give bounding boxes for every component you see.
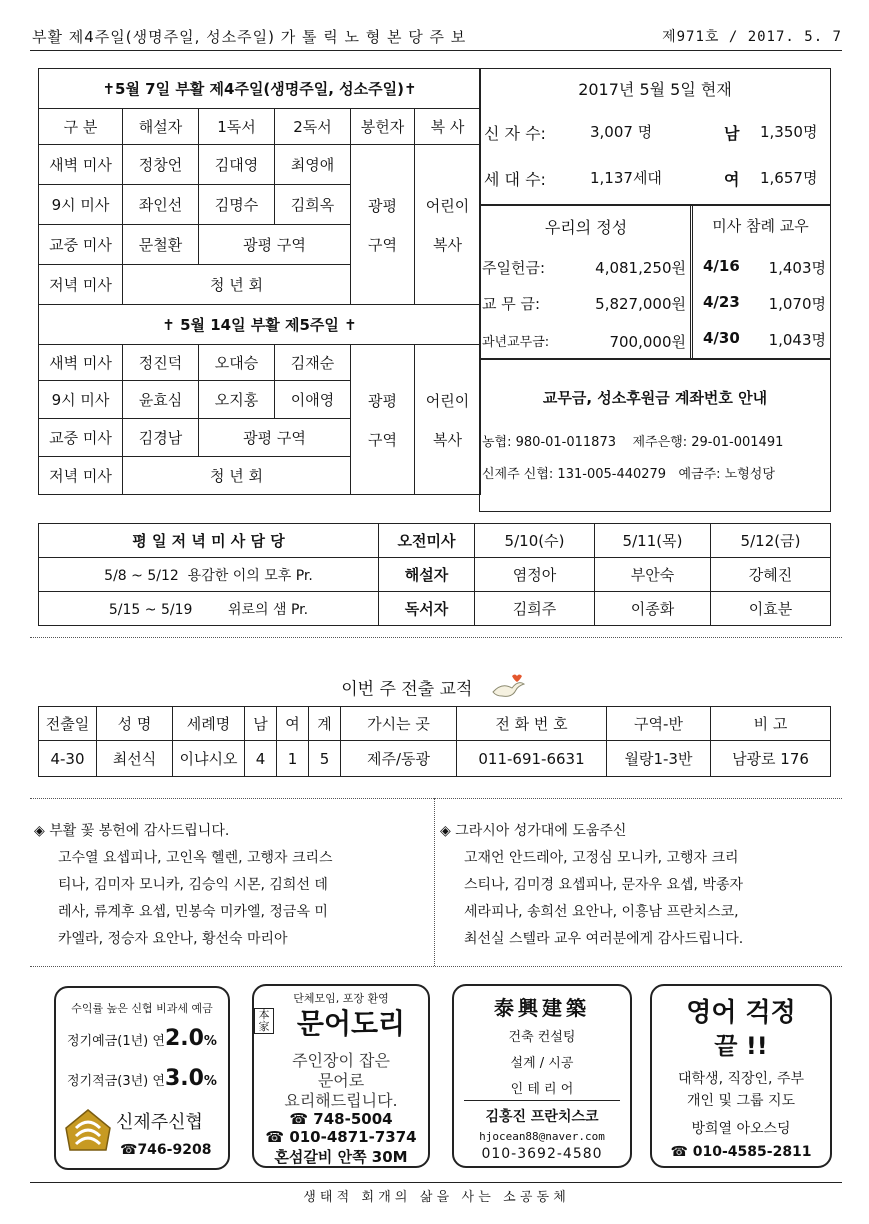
weekday-title: 평 일 저 녁 미 사 담 당 <box>39 524 379 558</box>
row-label: 저녁 미사 <box>39 457 123 495</box>
ad2-line: 요리해드립니다. <box>284 1091 398 1110</box>
ad4-line: 개인 및 그룹 지도 <box>686 1093 796 1109</box>
col-header: 1독서 <box>199 109 275 145</box>
ad3-line: 인 테 리 어 <box>510 1082 574 1097</box>
account-info <box>479 358 831 512</box>
ad2-address: 혼섬갈비 안쪽 30M <box>274 1148 408 1166</box>
role-label: 해설자 <box>379 558 475 592</box>
reader1: 김대영 <box>199 145 275 185</box>
thanks-line: 고재언 안드레아, 고정심 모니카, 고행자 크리 <box>464 850 739 866</box>
ad1-name: 신제주신협 <box>116 1112 203 1133</box>
parish-stats <box>479 68 831 206</box>
ad1-tagline: 수익률 높은 신협 비과세 예금 <box>71 1002 213 1015</box>
ad4-name: 방희열 아오스딩 <box>691 1121 791 1137</box>
female-label: 여 <box>724 170 740 189</box>
merged-cell: 광평 구역 <box>199 225 351 265</box>
ad4-title: 영어 걱정 <box>686 998 796 1028</box>
ad4-phone: ☎ 010-4585-2811 <box>670 1144 812 1160</box>
row-label: 새벽 미사 <box>39 145 123 185</box>
ad-credit-union <box>54 986 230 1170</box>
account-title: 교무금, 성소후원금 계좌번호 안내 <box>542 389 768 407</box>
reader2: 김재순 <box>275 345 351 381</box>
thanks-choir <box>440 818 840 953</box>
role-label: 독서자 <box>379 592 475 626</box>
col-header: 구역-반 <box>607 707 711 741</box>
thanks-title: ◈ 부활 꽃 봉헌에 감사드립니다. <box>34 823 230 839</box>
ad1-savings: 정기적금(3년) 연3.0% <box>67 1066 217 1091</box>
table-cell: 최선식 <box>97 741 173 777</box>
col-header: 구 분 <box>39 109 123 145</box>
transfer-table <box>38 706 831 777</box>
ad2-line: 주인장이 잡은 <box>292 1051 390 1070</box>
ad3-name: 泰興建築 <box>494 996 590 1020</box>
table-cell: 제주/동광 <box>341 741 457 777</box>
ad2-phone: ☎ 748-5004 <box>289 1110 393 1128</box>
row-label: 저녁 미사 <box>39 265 123 305</box>
name-cell: 이종화 <box>595 592 711 626</box>
reader2: 이애영 <box>275 381 351 419</box>
attendance-count: 1,403명 <box>768 259 826 277</box>
col-header: 성 명 <box>97 707 173 741</box>
table-cell: 4 <box>245 741 277 777</box>
transfer-title: 이번 주 전출 교적 <box>0 672 869 707</box>
commentator: 정창언 <box>123 145 199 185</box>
offering-value: 4,081,250원 <box>595 259 686 277</box>
ad1-phone: ☎746-9208 <box>120 1142 212 1158</box>
female-count: 1,657명 <box>760 169 818 187</box>
altar-servers: 어린이 복사 <box>415 345 481 495</box>
offering-box <box>479 204 693 360</box>
commentator: 윤효심 <box>123 381 199 419</box>
col-header: 여 <box>277 707 309 741</box>
table-cell: 1 <box>277 741 309 777</box>
ad3-email: hjocean88@naver.com <box>479 1130 605 1143</box>
commentator: 문철환 <box>123 225 199 265</box>
ad2-line: 문어로 <box>317 1071 365 1090</box>
section-divider <box>30 798 842 799</box>
row-label: 새벽 미사 <box>39 345 123 381</box>
section-divider <box>30 966 842 967</box>
col-header: 비 고 <box>711 707 831 741</box>
day-header: 5/10(수) <box>475 524 595 558</box>
day-header: 5/11(목) <box>595 524 711 558</box>
attendance-date: 4/16 <box>703 257 740 275</box>
name-cell: 부안숙 <box>595 558 711 592</box>
col-header: 복 사 <box>415 109 481 145</box>
reader1: 오대승 <box>199 345 275 381</box>
table-cell: 5 <box>309 741 341 777</box>
reader2: 김희옥 <box>275 185 351 225</box>
ad1-deposit: 정기예금(1년) 연2.0% <box>67 1026 217 1051</box>
ad2-phone: ☎ 010-4871-7374 <box>265 1128 417 1146</box>
issue-number: 제971호 / 2017. 5. 7 <box>662 29 842 45</box>
merged-cell: 청 년 회 <box>123 457 351 495</box>
thanks-title: ◈ 그라시아 성가대에 도움주신 <box>440 823 627 839</box>
merged-cell: 청 년 회 <box>123 265 351 305</box>
offering-value: 5,827,000원 <box>595 295 686 313</box>
col-header: 계 <box>309 707 341 741</box>
ad2-seal: 本家 <box>254 1008 274 1034</box>
offering-value: 700,000원 <box>609 333 686 351</box>
col-header: 가시는 곳 <box>341 707 457 741</box>
header-rule <box>30 50 842 51</box>
altar-servers: 어린이 복사 <box>415 145 481 305</box>
commentator: 김경남 <box>123 419 199 457</box>
name-cell: 이효분 <box>711 592 831 626</box>
merged-cell: 광평 구역 <box>199 419 351 457</box>
stats-date: 2017년 5월 5일 현재 <box>578 80 732 99</box>
offering-label: 과년교무금: <box>482 335 550 350</box>
reader1: 오지홍 <box>199 381 275 419</box>
offering-label: 교 무 금: <box>482 295 541 313</box>
reader1: 김명수 <box>199 185 275 225</box>
dove-icon <box>490 672 528 707</box>
schedule2-title: ✝ 5월 14일 부활 제5주일 ✝ <box>39 305 481 345</box>
bulletin-title: 부활 제4주일(생명주일, 성소주일) 가 톨 릭 노 형 본 당 주 보 <box>32 28 467 46</box>
attendance-box <box>690 204 831 360</box>
commentator: 좌인선 <box>123 185 199 225</box>
column-divider <box>434 798 435 966</box>
col-header: 전출일 <box>39 707 97 741</box>
col-header: 해설자 <box>123 109 199 145</box>
offering-label: 주일헌금: <box>482 259 546 277</box>
col-header: 전 화 번 호 <box>457 707 607 741</box>
footer-rule <box>30 1182 842 1183</box>
offering-title: 우리의 정성 <box>544 218 628 237</box>
name-cell: 강혜진 <box>711 558 831 592</box>
morning-mass-title: 오전미사 <box>379 524 475 558</box>
col-header: 봉헌자 <box>351 109 415 145</box>
thanks-line: 고수열 요셉피나, 고인옥 헬렌, 고행자 크리스 <box>58 850 333 866</box>
thanks-flowers <box>34 818 430 953</box>
reader2: 최영애 <box>275 145 351 185</box>
name-cell: 염정아 <box>475 558 595 592</box>
thanks-line: 티나, 김미자 모니카, 김승익 시몬, 김희선 데 <box>58 877 328 893</box>
row-label: 교중 미사 <box>39 225 123 265</box>
households-count: 1,137세대 <box>590 169 662 187</box>
table-cell: 4-30 <box>39 741 97 777</box>
offering-group: 광평 구역 <box>351 145 415 305</box>
thanks-line: 카엘라, 정승자 요안나, 황선숙 마리아 <box>58 931 288 947</box>
schedule1-title: ✝5월 7일 부활 제4주일(생명주일, 성소주일)✝ <box>39 69 481 109</box>
thanks-line: 레사, 류계후 요셉, 민봉숙 미카엘, 정금옥 미 <box>58 904 328 920</box>
attendance-count: 1,043명 <box>768 331 826 349</box>
attendance-title: 미사 참례 교우 <box>712 217 809 235</box>
account-line: 신제주 신협: 131-005-440279 예금주: 노형성당 <box>482 467 775 482</box>
believers-label: 신 자 수: <box>484 124 546 143</box>
ad-english-tutor <box>650 984 832 1168</box>
attendance-date: 4/23 <box>703 293 740 311</box>
ad3-person: 김홍진 프란치스코 <box>485 1109 599 1125</box>
ad3-line: 건축 컨설팅 <box>508 1030 576 1045</box>
table-cell: 남광로 176 <box>711 741 831 777</box>
bulletin-header <box>32 26 842 47</box>
ad3-phone: 010-3692-4580 <box>481 1146 603 1162</box>
households-label: 세 대 수: <box>484 170 546 189</box>
commentator: 정진덕 <box>123 345 199 381</box>
weekday-row: 5/8 ~ 5/12 용감한 이의 모후 Pr. <box>39 558 379 592</box>
credit-union-logo-icon <box>62 1106 114 1158</box>
table-cell: 이냐시오 <box>173 741 245 777</box>
ad4-line: 대학생, 직장인, 주부 <box>678 1071 804 1087</box>
offering-group: 광평 구역 <box>351 345 415 495</box>
table-cell: 011-691-6631 <box>457 741 607 777</box>
thanks-line: 세라피나, 송희선 요안나, 이흥남 프란치스코, <box>464 904 739 920</box>
account-line: 농협: 980-01-011873 제주은행: 29-01-001491 <box>482 435 784 450</box>
weekday-row: 5/15 ~ 5/19 위로의 샘 Pr. <box>39 592 379 626</box>
thanks-line: 최선실 스텔라 교우 여러분에게 감사드립니다. <box>464 931 744 947</box>
name-cell: 김희주 <box>475 592 595 626</box>
col-header: 남 <box>245 707 277 741</box>
section-divider <box>30 637 842 638</box>
ad-restaurant <box>252 984 430 1168</box>
col-header: 세례명 <box>173 707 245 741</box>
ad-construction <box>452 984 632 1168</box>
row-label: 9시 미사 <box>39 381 123 419</box>
day-header: 5/12(금) <box>711 524 831 558</box>
attendance-date: 4/30 <box>703 329 740 347</box>
weekday-mass <box>38 523 831 626</box>
male-label: 남 <box>724 124 740 143</box>
believers-count: 3,007 명 <box>590 123 653 141</box>
ad4-title: 끝 !! <box>714 1032 768 1060</box>
thanks-line: 스티나, 김미경 요셉피나, 문자우 요셉, 박종자 <box>464 877 744 893</box>
ad3-line: 설계 / 시공 <box>510 1056 574 1071</box>
row-label: 교중 미사 <box>39 419 123 457</box>
ad3-divider <box>464 1100 620 1101</box>
ad2-name: 문어도리 <box>296 1007 406 1040</box>
col-header: 2독서 <box>275 109 351 145</box>
male-count: 1,350명 <box>760 123 818 141</box>
table-cell: 월랑1-3반 <box>607 741 711 777</box>
footer-motto: 생 태 적 회 개 의 삶 을 사 는 소 공 동 체 <box>303 1190 566 1205</box>
ad2-tagline: 단체모임, 포장 환영 <box>293 992 389 1005</box>
attendance-count: 1,070명 <box>768 295 826 313</box>
mass-schedule <box>38 68 481 495</box>
row-label: 9시 미사 <box>39 185 123 225</box>
